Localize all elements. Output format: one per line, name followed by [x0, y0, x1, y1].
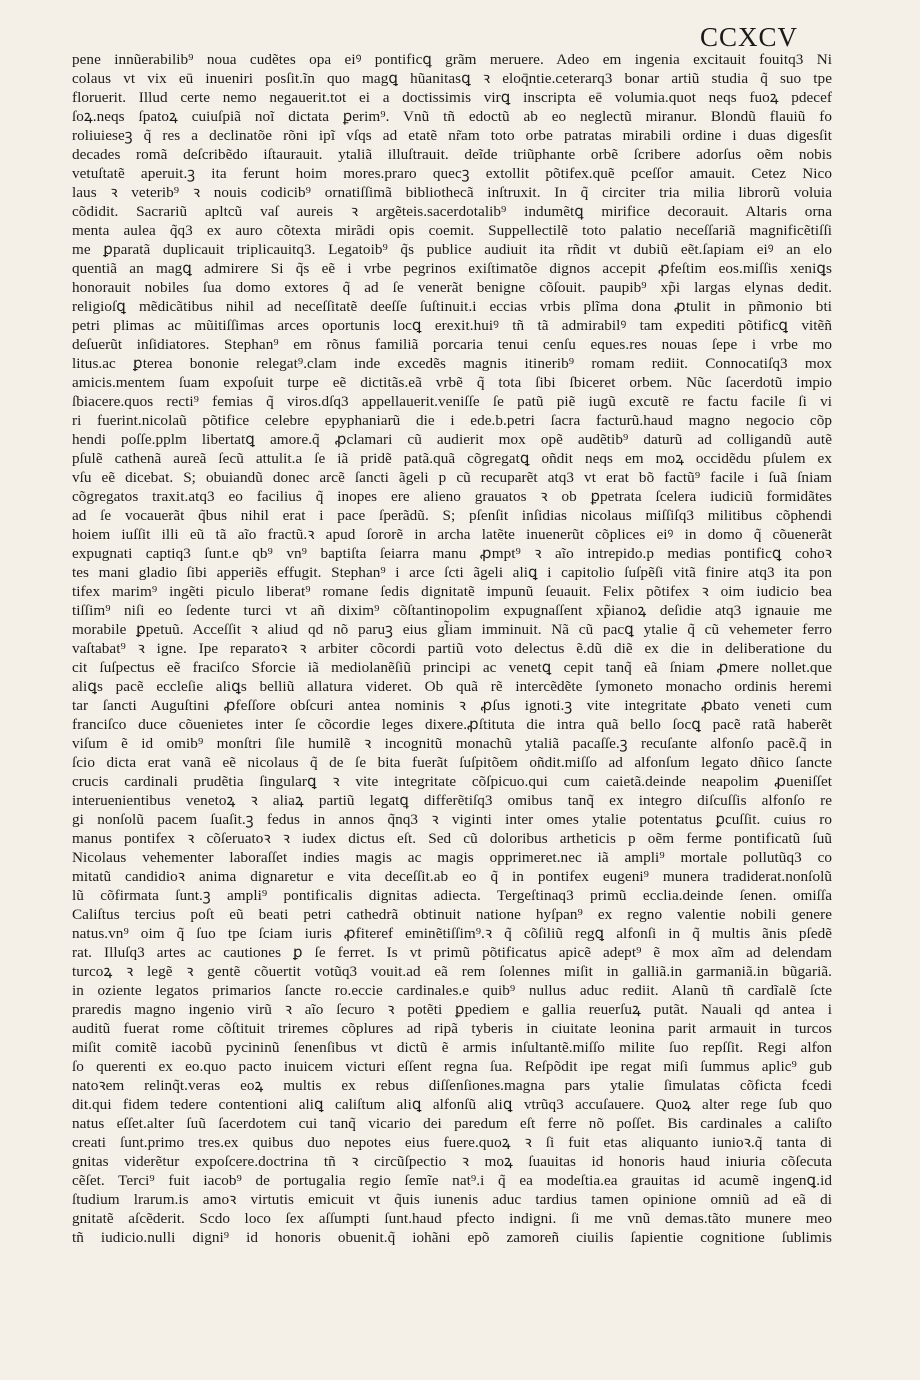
text-line: quentiã an magꝗ admirere Si q̃s eẽ i vrbe pegrinos exiſtimatõe dignos accepit ꝓfeſtim eos.miſſis xeniꝗs: [72, 260, 832, 277]
text-line: amicis.mentem ſuam expoſuit turpe eẽ dictitãs.eã vrbẽ q̃ tota ſibi ſbiceret orbem. Nũc ſacerdotũ impio: [72, 374, 832, 391]
text-line: in oziente legatos primarios ſancte ro.eccie cardinales.e quib⁹ nullus aduc rediit. Alanũ tñ cardĩalẽ ſcte: [72, 982, 832, 999]
text-line: natus.vn⁹ oim q̃ ſuo tpe ſciam iuris ꝓfiteref eminẽtiſſim⁹.ꝛ q̃ cõſiliũ regꝗ alfonſi in q̃ multis ãnis pſedẽ: [72, 925, 832, 942]
text-line: ſo querenti ex eo.quo pacto inuicem victuri eſſent regna ſua. Reſpõdit ipe regat miſi ſummus aplic⁹ gub: [72, 1058, 832, 1075]
text-line: praredis magno ingenio virũ ꝛ aĩo ſecuro ꝛ potẽti ꝑpediem e gallia reuerſuꝝ putãt. Nauali qd antea i: [72, 1001, 832, 1018]
body-text-block: [72, 50, 832, 1247]
text-line: gnitas viderẽtur expoſcere.doctrina tñ ꝛ circũſpectio ꝛ moꝝ ſuauitas id honoris haud iniuria cõſecuta: [72, 1153, 832, 1170]
text-line: rat. Illuſq3 artes ac cautiones ꝑ ſe ferret. Is vt primũ põtificatus apicẽ adept⁹ ẽ mox aĩm ad delendam: [72, 944, 832, 961]
folio-number: CCXCV: [699, 22, 798, 52]
text-line: vaſtabat⁹ ꝛ igne. Ipe reparatoꝛ ꝛ arbiter cõcordi partiũ voto delectus ẽ.dũ diẽ ex die in deliberatione du: [72, 640, 832, 657]
text-line: me ꝑparatã duplicauit triplicauitq3. Legatoib⁹ q̃s publice audiuit ita rñdit vt dubiũ eẽt.ſapiam eiꝰ an elo: [72, 241, 832, 258]
text-line: tñ iudicio.nulli digni⁹ id honoris obuenit.q̃ iohãni epõ zamoreñ ciuilis ſapientie cognitione ſublimis: [72, 1229, 832, 1246]
text-line: interuenientibus venetoꝝ ꝛ aliaꝝ partiũ legatꝗ differẽtiſq3 omibus tanq̃ ex integro diſcuſſis alfonſo re: [72, 792, 832, 809]
text-line: morabile ꝑpetuũ. Acceſſit ꝛ aliud qd nõ paruꝫ eius gl̃iam imminuit. Nã cũ pacꝗ ytalie q̃ cũ vehemeter ferro: [72, 621, 832, 638]
text-line: natoꝛem relinq̃t.veras eoꝝ multis ex rebus diſſenſiones.magna pars ytalie ſimulatas cõficta fcedi: [72, 1077, 832, 1094]
text-line: viſum ẽ id omib⁹ monſtri ſile humilẽ ꝛ incognitũ monachũ ytaliã pacaſſe.ꝫ recuſante alfonſo pacẽ.q̃ in: [72, 735, 832, 752]
text-line: miſit comitẽ iacobũ pycininũ ſenenſibus vt dictũ ẽ armis inſultantẽ.miſſo milite ſuo repſſit. Regi alfon: [72, 1039, 832, 1056]
text-line: cõgregatos traxit.atq3 eo facilius q̃ inopes ere alieno grauatos ꝛ ob ꝑpetrata ſcelera iudiciũ formidãtes: [72, 488, 832, 505]
text-line: mitatũ candidioꝛ anima dignaretur e vita deceſſit.ab eo q̃ in pontifex eugeni⁹ munera tradiderat.nonſolũ: [72, 868, 832, 885]
text-line: religioſꝗ mẽdicãtibus nihil ad neceſſitatẽ deeſſe ſuſtinuit.i eccias vrbis plĩma dona ꝓtulit in pñmonio bti: [72, 298, 832, 315]
text-line: franciſco duce cõuenietes inter ſe cõcordie leges dixere.ꝓſtituta die intra quã bello ſocꝗ pacẽ ratã haberẽt: [72, 716, 832, 733]
text-line: gnitatẽ aſcẽderit. Scdo loco ſex aſſumpti ſunt.haud pfecto indigni. ſi me vnũ demas.tãto munere meo: [72, 1210, 832, 1227]
text-line: creati ſunt.primo tres.ex quibus duo nepotes eius fuere.quoꝝ ꝛ ſi fuit etas aliquanto iunioꝛ.q̃ tanta di: [72, 1134, 832, 1151]
text-line: aliꝗs pacẽ eccleſie aliꝗs belliũ allatura videret. Ob quã rẽ intercẽdẽte ſymoneto monacho ordinis heremi: [72, 678, 832, 695]
text-line: honorauit nobiles ſua domo extores q̃ ad ſe venerãt benigne cõſouit. paupib⁹ xp̃i largas elynas dedit.: [72, 279, 832, 296]
text-line: tar ſancti Auguſtini ꝓfeſſore obſcuri antea nominis ꝛ ꝓſus ignoti.ꝫ vite integritate ꝓbato veneti cum: [72, 697, 832, 714]
text-line: pene innũerabilib⁹ noua cudẽtes opa eiꝰ pontificꝗ grãm meruere. Adeo em ingenia excitauit fouitq3 Ni: [72, 51, 832, 68]
text-line: manus pontifex ꝛ cõſeruatoꝛ ꝛ iudex dictus eſt. Sed cũ doloribus artheticis p oẽm ferme pontificatũ ſuũ: [72, 830, 832, 847]
text-line: natus eſſet.alter ſuũ ſacerdotem cui tanq̃ vicario dei paredum eſt ferre nõ poſſet. Bis cardinales a caliſto: [72, 1115, 832, 1132]
text-line: Nicolaus vehementer laboraſſet indies magis ac magis opprimeret.nec iã ampli⁹ mortale pollutũq3 co: [72, 849, 832, 866]
text-line: tifex marim⁹ ingẽti piculo liberat⁹ romane ſedis dignitatẽ impunũ ſeuauit. Felix põtifex ꝛ oim iudicio bea: [72, 583, 832, 600]
text-line: gi nonſolũ pacem ſuaſit.ꝫ fedus in annos q̃nq3 ꝛ viginti inter omes ytalie potentatus ꝑcuſſit. cuius ro: [72, 811, 832, 828]
text-line: deſuerũt inſidiatores. Stephan⁹ em rõnus familiã porcaria tenui cenſu eques.res nouas ſepe i vrbe mo: [72, 336, 832, 353]
text-line: ſbiacere.quos recti⁹ femias q̃ viros.dſq3 appellauerit.veniſſe ſe patũ piẽ iugũ excutẽ re factu facile ſi vi: [72, 393, 832, 410]
text-line: colaus vt vix eū inueniri posſit.ĩn quo magꝗ hũanitasꝗ ꝛ eloq̄ntie.ceterarq3 bonar artiũ studia q̃ suo tpe: [72, 70, 832, 87]
text-line: vſu eẽ dicebat. S; obuiandũ donec arcẽ ſancti ãgeli p cũ recuparẽt atq3 vt erat bõ factũ⁹ facile i ſuã ſniam: [72, 469, 832, 486]
text-line: ri fuerint.nicolaũ põtifice celebre epyphaniarũ die i ede.b.petri ſacra facturũ.haud magno negocio cõp: [72, 412, 832, 429]
text-line: tiſſim⁹ niſi eo ſedente turci vt añ dixim⁹ cõſtantinopolim expugnaſſent xp̃ianoꝝ deſidie atq3 ignauie me: [72, 602, 832, 619]
text-line: dit.qui fidem tedere contentioni aliꝗ caliſtum aliꝗ alfonſũ aliꝗ vtrũq3 accuſauere. Quoꝝ alter rege ſub quo: [72, 1096, 832, 1113]
text-line: tes mani gladio ſibi apperiẽs effugit. Stephan⁹ i arce ſcti ãgeli aliꝗ i capitolio ſuſpẽſi vitã finire atq3 ita pon: [72, 564, 832, 581]
text-line: crucis cardinali prudẽtia ſingularꝗ ꝛ vite integritate cõſpicuo.qui cum caietã.deinde neapolim ꝓueniſſet: [72, 773, 832, 790]
text-line: ſoꝝ.neqs ſpatoꝝ cuiuſpiã noĩ dictata ꝑerim⁹. Vnũ tñ edoctũ ab eo neglectũ miranur. Blondũ flauiũ fo: [72, 108, 832, 125]
text-line: lũ cõfirmata ſunt.ꝫ ampli⁹ pontificalis dignitas adiecta. Tergeſtinaq3 primũ ecclia.deinde ſenen. omiſſa: [72, 887, 832, 904]
text-line: cẽſet. Terci⁹ fuit iacob⁹ de portugalia regio ſemĩe nat⁹.i q̃ ea modeſtia.ea grauitas id acumẽ ingenꝗ.id: [72, 1172, 832, 1189]
text-line: cit ſuſpectus eẽ fraciſco Sforcie iã mediolanẽſiũ principi ac venetꝗ cepit tanq̃ eã ſniam ꝓmere nollet.que: [72, 659, 832, 676]
text-line: decades romã deſcribẽdo iſtaurauit. ytaliã illuſtrauit. deĩde triũphante orbẽ ſcribere adorſus oẽm nobis: [72, 146, 832, 163]
text-line: hoiem iuſſit illi eũ tã aĩo fractũ.ꝛ apud ſororẽ in archa latẽte inuenerũt cõplices eiꝰ in domo q̃ cõuenerãt: [72, 526, 832, 543]
text-line: cõdidit. Sacrariũ apltcũ vaſ aureis ꝛ argẽteis.sacerdotalib⁹ indumẽtꝗ mirifice decorauit. Altaris orna: [72, 203, 832, 220]
text-line: menta aulea q̃q3 ex auro cõtexta mirãdi opis coemit. Suppellectilẽ toto palatio neceſſariã magnificẽtiſſi: [72, 222, 832, 239]
text-line: litus.ac ꝑterea bononie relegat⁹.clam inde excedẽs magnis itinerib⁹ romam rediit. Connocatiſq3 mox: [72, 355, 832, 372]
text-line: roliuieseꝫ q̃ res a declinatõe rõni ipĩ vſqs ad etatẽ nr̃am toto orbe patratas mirabili ordine i duas digesſit: [72, 127, 832, 144]
text-line: petri plimas ac mũitiſſimas arces oportunis locꝗ erexit.huiꝰ tñ tã admirabilꝰ tam expediti põtificꝗ vitẽñ: [72, 317, 832, 334]
text-line: expugnati captiq3 ſunt.e qb⁹ vn⁹ baptiſta ſeiarra manu ꝓmpt⁹ ꝛ aĩo intrepido.p medias pontificꝗ cohoꝛ: [72, 545, 832, 562]
text-line: hendi poſſe.pplm libertatꝗ amore.q̃ ꝓclamari cũ audierit mox opẽ audẽtib⁹ daturũ ad colligandũ autẽ: [72, 431, 832, 448]
text-line: pſulẽ cathenã aureã ſecũ attulit.a ſe iã pridẽ patã.quã cõgregatꝗ oñdit neqs em moꝝ occidẽdu pſulem ex: [72, 450, 832, 467]
text-line: vetuſtatẽ aperuit.ꝫ ita ferunt hoim mores.praro quecꝫ extollit põtifex.quẽ pceſſor amauit. Cetez Nico: [72, 165, 832, 182]
text-line: turcoꝝ ꝛ legẽ ꝛ gentẽ cõuertit votũq3 vouit.ad eã rem ſolennes miſit in galliã.in garmaniã.in bũgariã.: [72, 963, 832, 980]
text-line: ſcio dicta erat vanã eẽ nicolaus q̃ de ſe bita fuerãt ſuſpitõem oñdit.miſſo ad alfonſum legato dñico ſancte: [72, 754, 832, 771]
text-line: ſtudium lrarum.is amoꝛ virtutis emicuit vt q̃uis iunenis aduc tardius tamen opinione omniũ ad eã di: [72, 1191, 832, 1208]
text-line: floruerit. Illud certe nemo negauerit.tot ei a doctissimis virꝗ inscripta eē volumia.quot neqs fuoꝝ pdecef: [72, 89, 832, 106]
text-line: ad ſe vocauerãt q̃bus nihil erat i pace ſperãdũ. S; pſenſit inſidias nicolaus miſſiſq3 militibus cõphendi: [72, 507, 832, 524]
text-line: Caliſtus tercius poſt eũ beati petri cathedrã obtinuit natione hyſpan⁹ ex regno valentie nobili genere: [72, 906, 832, 923]
text-line: auditũ fuerat rome cõſtituit triremes cõplures ad ripã tyberis in ciuitate leonina parit armauit in turcos: [72, 1020, 832, 1037]
text-line: laus ꝛ veterib⁹ ꝛ nouis codicib⁹ ornatiſſimã bibliothecã inſtruxit. In q̃ circiter tria milia librorũ voluia: [72, 184, 832, 201]
